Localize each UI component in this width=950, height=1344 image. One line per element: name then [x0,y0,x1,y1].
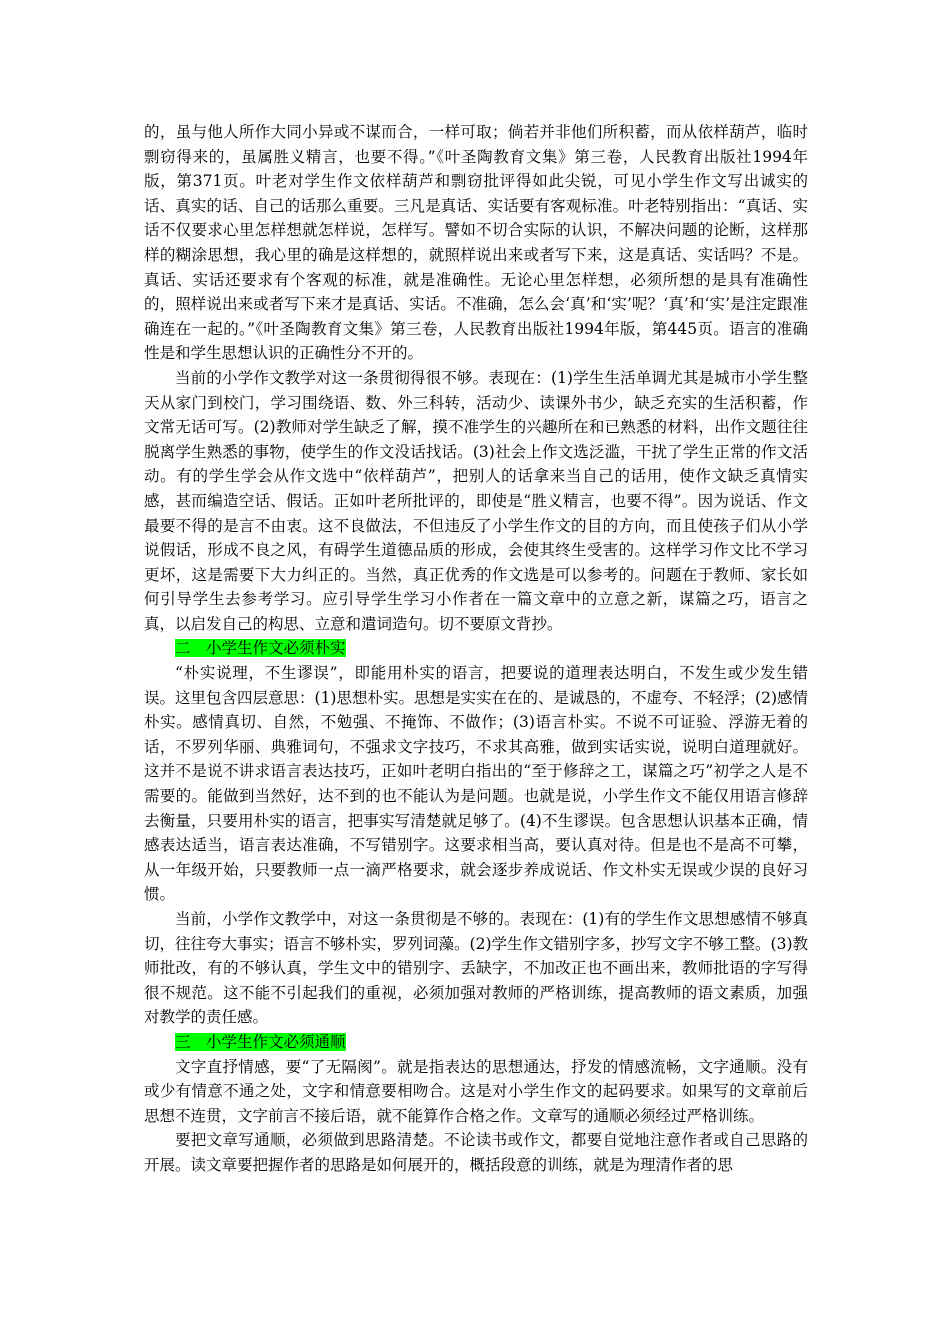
document-page [144,120,808,1178]
paragraph-5: 文字直抒情感，要“了无隔阂”。就是指表达的思想通达，抒发的情感流畅，文字通顺。没有或少有情意不通之处，文字和情意要相吻合。这是对小学生作文的起码要求。如果写的文章前后思想不连贯，文字前言不接后语，就不能算作合格之作。文章写的通顺必须经过严格训练。 [144,1057,808,1125]
paragraph-4: 当前，小学作文教学中，对这一条贯彻是不够的。表现在：(1)有的学生作文思想感情不够真切，往往夸大事实；语言不够朴实，罗列词藻。(2)学生作文错别字多，抄写文字不够工整。(3)教师批改，有的不够认真，学生文中的错别字、丢缺字，不加改正也不画出来，教师批语的字写得很不规范。这不能不引起我们的重视，必须加强对教师的严格训练，提高教师的语文素质，加强对教学的责任感。 [144,910,808,1027]
paragraph-1: 的，虽与他人所作大同小异或不谋而合，一样可取；倘若并非他们所积蓄，而从依样葫芦，临时剽窃得来的，虽属胜义精言，也要不得。”《叶圣陶教育文集》第三卷，人民教育出版社1994年版，第371页。叶老对学生作文依样葫芦和剽窃批评得如此尖锐，可见小学生作文写出诚实的话、真实的话、自己的话那么重要。三凡是真话、实话要有客观标准。叶老特别指出：“真话、实话不仅要求心里怎样想就怎样说，怎样写。譬如不切合实际的认识，不解决问题的论断，这样那样的糊涂思想，我心里的确是这样想的，就照样说出来或者写下来，这是真话、实话吗？不是。真话、实话还要求有个客观的标准，就是准确性。无论心里怎样想，必须所想的是具有准确性的，照样说出来或者写下来才是真话、实话。不准确，怎么会‘真’和‘实’呢？‘真’和‘实’是注定跟准确连在一起的。”《叶圣陶教育文集》第三卷，人民教育出版社1994年版，第445页。语言的准确性是和学生思想认识的正确性分不开的。 [144,123,808,363]
paragraph-2: 当前的小学作文教学对这一条贯彻得很不够。表现在：(1)学生生活单调尤其是城市小学生整天从家门到校门，学习围绕语、数、外三科转，活动少、读课外书少，缺乏充实的生活积蓄，作文常无话可写。(2)教师对学生缺乏了解，摸不准学生的兴趣所在和已熟悉的材料，出作文题往往脱离学生熟悉的事物，使学生的作文没话找话。(3)社会上作文选泛滥，干扰了学生正常的作文活动。有的学生学会从作文选中“依样葫芦”，把别人的话拿来当自己的话用，使作文缺乏真情实感，甚而编造空话、假话。正如叶老所批评的，即使是“胜义精言，也要不得”。因为说话、作文最要不得的是言不由衷。这不良做法，不但违反了小学生作文的目的方向，而且使孩子们从小学说假话，形成不良之风，有碍学生道德品质的形成，会使其终生受害的。这样学习作文比不学习更坏，这是需要下大力纠正的。当然，真正优秀的作文选是可以参考的。问题在于教师、家长如何引导学生去参考学习。应引导学生学习小作者在一篇文章中的立意之新，谋篇之巧，语言之真，以启发自己的构思、立意和遣词造句。切不要原文背抄。 [144,368,808,633]
section-heading-3 [144,1030,808,1055]
section-heading-3-text: 三 小学生作文必须通顺 [175,1032,346,1051]
paragraph-3: “朴实说理，不生谬误”，即能用朴实的语言，把要说的道理表达明白，不发生或少发生错误。这里包含四层意思：(1)思想朴实。思想是实实在在的、是诚恳的，不虚夸、不轻浮；(2)感情朴实。感情真切、自然，不勉强、不掩饰、不做作；(3)语言朴实。不说不可证验、浮游无着的话，不罗列华丽、典雅词句，不强求文字技巧，不求其高雅，做到实话实说，说明白道理就好。这并不是说不讲求语言表达技巧，正如叶老明白指出的“至于修辞之工，谋篇之巧”初学之人是不需要的。能做到当然好，达不到的也不能认为是问题。也就是说，小学生作文不能仅用语言修辞去衡量，只要用朴实的语言，把事实写清楚就足够了。(4)不生谬误。包含思想认识基本正确，情感表达适当，语言表达准确，不写错别字。这要求相当高，要认真对待。但是也不是高不可攀，从一年级开始，只要教师一点一滴严格要求，就会逐步养成说话、作文朴实无误或少误的良好习惯。 [144,664,808,904]
section-heading-2-text: 二 小学生作文必须朴实 [175,639,346,658]
section-heading-2 [144,636,808,661]
paragraph-6: 要把文章写通顺，必须做到思路清楚。不论读书或作文，都要自觉地注意作者或自己思路的开展。读文章要把握作者的思路是如何展开的，概括段意的训练，就是为理清作者的思 [144,1131,808,1174]
